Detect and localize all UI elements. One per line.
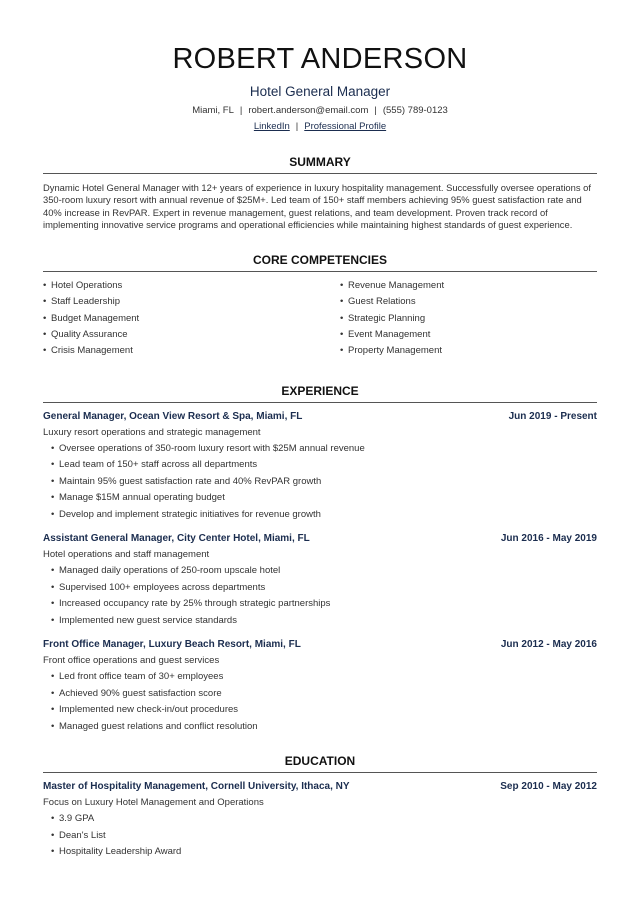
bullet-text: Dean's List: [59, 829, 106, 841]
bullet-text: Hospitality Leadership Award: [59, 846, 182, 858]
competency-label: Quality Assurance: [51, 329, 128, 341]
separator: |: [295, 121, 299, 132]
location-text: Miami, FL: [192, 105, 234, 116]
competency-item: [43, 343, 340, 359]
list-item: [43, 844, 597, 861]
experience-section: [43, 384, 597, 736]
bullet-text: Lead team of 150+ staff across all departments: [59, 459, 258, 471]
bullet-icon: •: [51, 565, 55, 577]
job-entry-header: [43, 410, 597, 423]
resume-header: [43, 0, 597, 133]
competency-item: [43, 311, 340, 327]
competency-label: Event Management: [348, 329, 431, 341]
education-section: [43, 754, 597, 861]
experience-heading: EXPERIENCE: [281, 383, 359, 398]
bullet-text: Maintain 95% guest satisfaction rate and 40% RevPAR growth: [59, 475, 322, 487]
job-entry-title: Assistant General Manager, City Center Hotel, Miami, FL: [43, 533, 310, 545]
summary-text: Dynamic Hotel General Manager with 12+ years of experience in luxury hospitality management. Successfully oversee operations of 350-room luxury resort with annual revenue of $25M+. Led team of 150+ staff members achieving 95% guest satisfaction rate and 40% increase in RevPAR. Expert in revenue management, guest relations, and team development. Proven track record of implementing innovative service programs and operational efficiencies while maintaining highest standards of guest experience.: [43, 182, 591, 230]
bullet-icon: •: [43, 296, 47, 308]
list-item: [43, 490, 597, 507]
competency-item: [43, 294, 340, 310]
bullet-icon: •: [340, 345, 344, 357]
list-item: [43, 613, 597, 630]
list-item: [43, 457, 597, 474]
education-entry-header: [43, 780, 597, 793]
email-text: robert.anderson@email.com: [248, 105, 369, 116]
competencies-section: [43, 253, 597, 359]
list-item: [43, 719, 597, 736]
bullet-icon: •: [43, 280, 47, 292]
bullet-text: Manage $15M annual operating budget: [59, 492, 225, 504]
bullet-text: Supervised 100+ employees across departments: [59, 581, 266, 593]
separator: |: [239, 105, 243, 116]
bullet-text: Increased occupancy rate by 25% through strategic partnerships: [59, 598, 331, 610]
education-entry-dates: Sep 2010 - May 2012: [500, 781, 597, 793]
bullet-icon: •: [43, 345, 47, 357]
education-entry-bullets: [43, 811, 597, 861]
competency-item: [340, 327, 600, 343]
bullet-icon: •: [340, 329, 344, 341]
bullet-text: Led front office team of 30+ employees: [59, 671, 224, 683]
competency-item: [340, 294, 600, 310]
bullet-icon: •: [43, 329, 47, 341]
bullet-icon: •: [51, 475, 55, 487]
job-entry: [43, 532, 597, 629]
list-item: [43, 563, 597, 580]
bullet-icon: •: [51, 459, 55, 471]
bullet-text: Achieved 90% guest satisfaction score: [59, 687, 222, 699]
list-item: [43, 702, 597, 719]
competency-label: Guest Relations: [348, 296, 416, 308]
bullet-icon: •: [51, 671, 55, 683]
bullet-icon: •: [43, 312, 47, 324]
job-entry-title: General Manager, Ocean View Resort & Spa, Miami, FL: [43, 410, 303, 422]
contact-line: [43, 104, 597, 117]
bullet-icon: •: [51, 720, 55, 732]
list-item: [43, 596, 597, 613]
bullet-text: Oversee operations of 350-room luxury resort with $25M annual revenue: [59, 442, 365, 454]
education-entry-description: Focus on Luxury Hotel Management and Operations: [43, 797, 264, 809]
education-entry-title: Master of Hospitality Management, Cornell University, Ithaca, NY: [43, 781, 350, 793]
job-entry-dates: Jun 2012 - May 2016: [500, 639, 597, 651]
candidate-name: ROBERT ANDERSON: [172, 43, 468, 75]
phone-text: (555) 789-0123: [382, 105, 448, 116]
job-entry-dates: Jun 2019 - Present: [508, 410, 597, 422]
job-entry-title: Front Office Manager, Luxury Beach Resort, Miami, FL: [43, 639, 301, 651]
bullet-text: Managed guest relations and conflict resolution: [59, 720, 258, 732]
bullet-text: Develop and implement strategic initiatives for revenue growth: [59, 508, 321, 520]
job-entry-description: Front office operations and guest services: [43, 655, 220, 667]
bullet-icon: •: [51, 813, 55, 825]
competency-item: [340, 311, 600, 327]
bullet-text: 3.9 GPA: [59, 813, 95, 825]
section-divider: [43, 402, 597, 403]
competency-label: Staff Leadership: [51, 296, 121, 308]
education-entry: [43, 780, 597, 861]
job-entry-header: [43, 638, 597, 651]
experience-list: [43, 410, 597, 736]
competency-item: [43, 327, 340, 343]
bullet-icon: •: [51, 687, 55, 699]
list-item: [43, 441, 597, 458]
job-entry-bullets: [43, 563, 597, 629]
education-heading: EDUCATION: [284, 754, 356, 769]
job-entry-description: Luxury resort operations and strategic management: [43, 426, 261, 438]
section-divider: [43, 271, 597, 272]
list-item: [43, 580, 597, 597]
bullet-icon: •: [51, 581, 55, 593]
competency-item: [340, 343, 600, 359]
competency-item: [43, 278, 340, 294]
job-entry-description: Hotel operations and staff management: [43, 549, 210, 561]
bullet-text: Implemented new guest service standards: [59, 614, 237, 626]
list-item: [43, 474, 597, 491]
bullet-icon: •: [340, 312, 344, 324]
competency-label: Budget Management: [51, 312, 140, 324]
competency-label: Strategic Planning: [348, 312, 426, 324]
list-item: [43, 811, 597, 828]
job-entry-bullets: [43, 669, 597, 735]
bullet-icon: •: [51, 442, 55, 454]
summary-section: [43, 155, 597, 231]
candidate-title: Hotel General Manager: [249, 84, 391, 99]
bullet-icon: •: [51, 829, 55, 841]
separator: |: [374, 105, 377, 116]
bullet-text: Implemented new check-in/out procedures: [59, 704, 239, 716]
list-item: [43, 507, 597, 524]
job-entry-header: [43, 532, 597, 545]
competency-label: Crisis Management: [51, 345, 133, 357]
bullet-icon: •: [51, 704, 55, 716]
list-item: [43, 669, 597, 686]
bullet-icon: •: [51, 598, 55, 610]
bullet-icon: •: [51, 614, 55, 626]
professional-profile-link[interactable]: Professional Profile: [304, 121, 387, 132]
competency-label: Revenue Management: [348, 280, 445, 292]
competency-item: [340, 278, 600, 294]
competencies-grid: [43, 278, 597, 359]
education-list: [43, 780, 597, 861]
competency-label: Hotel Operations: [51, 280, 123, 292]
job-entry: [43, 410, 597, 524]
bullet-icon: •: [51, 508, 55, 520]
bullet-icon: •: [340, 280, 344, 292]
section-divider: [43, 173, 597, 174]
list-item: [43, 828, 597, 845]
competency-label: Property Management: [348, 345, 442, 357]
bullet-icon: •: [51, 846, 55, 858]
list-item: [43, 686, 597, 703]
bullet-icon: •: [340, 296, 344, 308]
competencies-heading: CORE COMPETENCIES: [252, 253, 387, 268]
job-entry-bullets: [43, 441, 597, 524]
section-divider: [43, 772, 597, 773]
links-line: [43, 120, 597, 133]
bullet-icon: •: [51, 492, 55, 504]
bullet-text: Managed daily operations of 250-room upscale hotel: [59, 565, 281, 577]
job-entry: [43, 638, 597, 735]
linkedin-link[interactable]: LinkedIn: [253, 121, 290, 132]
job-entry-dates: Jun 2016 - May 2019: [500, 533, 597, 545]
summary-heading: SUMMARY: [289, 155, 351, 169]
